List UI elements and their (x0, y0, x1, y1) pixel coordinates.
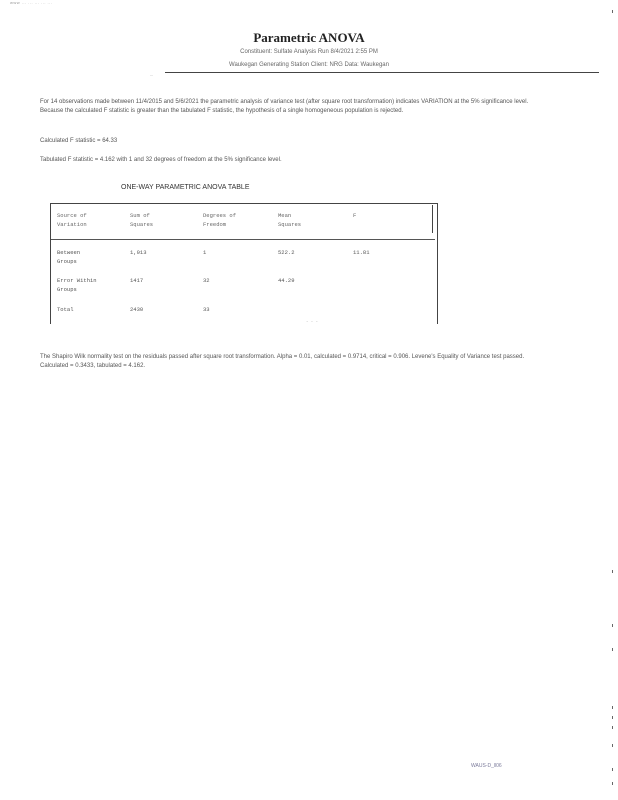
table-bottom-mark: - - - (306, 320, 319, 324)
table-row-source: Total (57, 306, 74, 313)
table-cell-df: 1 (203, 249, 207, 256)
edge-mark (612, 706, 613, 709)
header-note: www ... ... ... ... ... (10, 0, 53, 5)
header-degrees-of-freedom: Degrees of Freedom (203, 212, 237, 228)
header-f: F (353, 212, 357, 219)
summary-paragraph: For 14 observations made between 11/4/2015 and 5/6/2021 the parametric analysis of variance test (after square root transformation) indicates VARIATION at the 5% significance level. Because the calculated F statistic is greater than the tabulated F statistic, the hypothesis of a single homogeneous population is rejected. (40, 99, 529, 114)
table-cell-ss: 1,013 (130, 249, 147, 256)
table-cell-ms: 522.2 (278, 249, 295, 256)
edge-mark (612, 744, 613, 747)
edge-mark (612, 624, 613, 627)
table-cell-ms: 44.29 (278, 277, 295, 284)
table-cell-df: 32 (203, 277, 210, 284)
header-divider (165, 72, 599, 73)
table-row-source: Between Groups (57, 249, 81, 265)
edge-mark (612, 726, 613, 729)
edge-mark (612, 570, 613, 573)
header-source: Source of Variation (57, 212, 87, 228)
subtitle-analysis: Constituent: Sulfate Analysis Run 8/4/2021 2:55 PM (240, 49, 378, 55)
footer-code: WAUS-D_ll06 (471, 763, 502, 769)
edge-mark (612, 782, 613, 785)
calculated-f-statistic: Calculated F statistic = 64.33 (40, 138, 118, 144)
table-cell-ss: 2430 (130, 306, 144, 313)
subtitle-site: Waukegan Generating Station Client: NRG Data: Waukegan (229, 62, 389, 68)
edge-mark (612, 716, 613, 719)
table-row-source: Error Within Groups (57, 277, 97, 293)
anova-table (50, 203, 438, 324)
header-mean-squares: Mean Squares (278, 212, 302, 228)
tabulated-f-statistic: Tabulated F statistic = 4.162 with 1 and 32 degrees of freedom at the 5% significance level. (40, 157, 282, 163)
page-title: Parametric ANOVA (253, 30, 365, 45)
table-double-rule (432, 205, 433, 233)
edge-mark (612, 768, 613, 771)
table-title: ONE-WAY PARAMETRIC ANOVA TABLE (121, 184, 250, 191)
table-cell-ss: 1417 (130, 277, 144, 284)
normality-paragraph: The Shapiro Wilk normality test on the residuals passed after square root transformation. Alpha = 0.01, calculated = 0.9714, critical = 0.906. Levene's Equality of Variance test passed. Calculated = 0.3433, tabulated = 4.162. (40, 354, 525, 369)
edge-mark (612, 648, 613, 651)
rule-mark: ... (150, 72, 154, 77)
table-header-rule (51, 239, 435, 240)
table-cell-f: 11.81 (353, 249, 370, 256)
table-cell-df: 33 (203, 306, 210, 313)
edge-mark (612, 10, 613, 13)
header-sum-of-squares: Sum of Squares (130, 212, 154, 228)
